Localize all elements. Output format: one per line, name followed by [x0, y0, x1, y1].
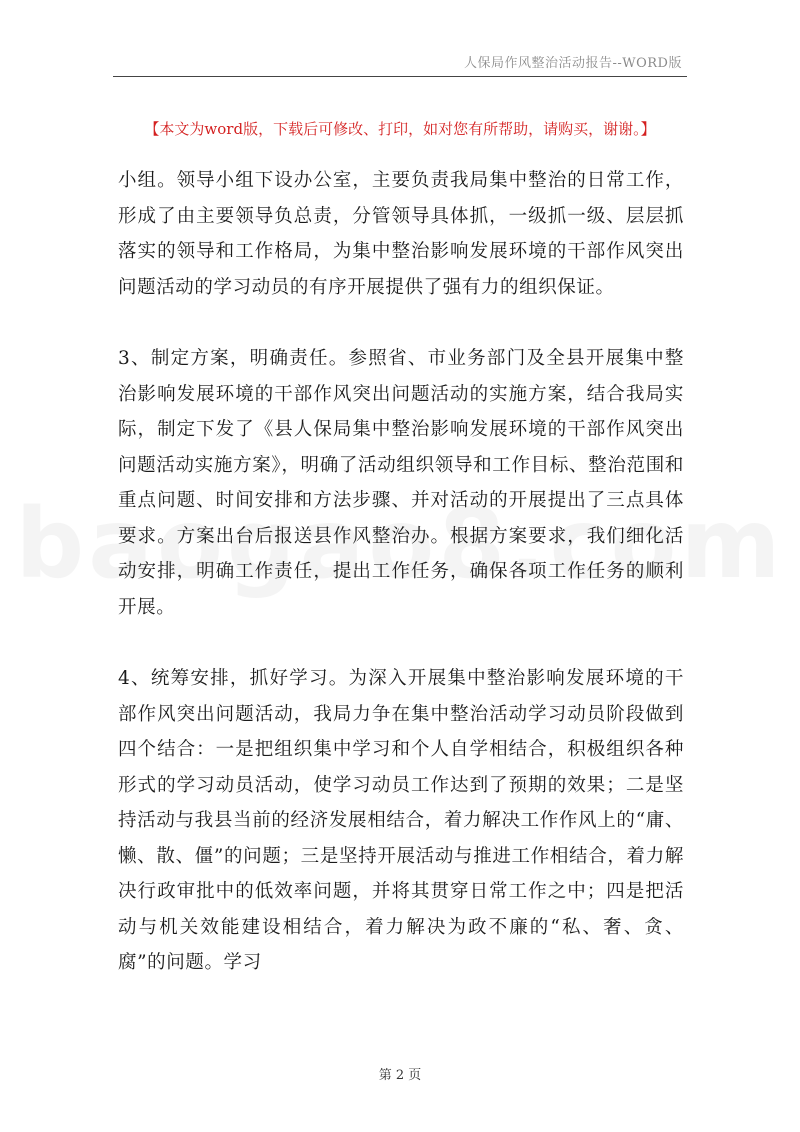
document-body [118, 163, 684, 981]
purchase-notice: 【本文为word版，下载后可修改、打印，如对您有所帮助，请购买，谢谢。】 [144, 120, 656, 138]
page-number: 第 2 页 [378, 1068, 422, 1083]
page-header-title: 人保局作风整治活动报告--WORD版 [463, 56, 682, 71]
paragraph-plan: 3、制定方案，明确责任。参照省、市业务部门及全县开展集中整治影响发展环境的干部作风突出问题活动的实施方案，结合我局实际，制定下发了《县人保局集中整治影响发展环境的干部作风突出问题活动实施方案》，明确了活动组织领导和工作目标、整治范围和重点问题、时间安排和方法步骤、并对活动的开展提出了三点具体要求。方案出台后报送县作风整治办。根据方案要求，我们细化活动安排，明确工作责任，提出工作任务，确保各项工作任务的顺利开展。 [118, 348, 684, 618]
header-rule [113, 76, 687, 77]
paragraph-organization: 小组。领导小组下设办公室，主要负责我局集中整治的日常工作，形成了由主要领导负总责，分管领导具体抓，一级抓一级、层层抓落实的领导和工作格局，为集中整治影响发展环境的干部作风突出问题活动的学习动员的有序开展提供了强有力的组织保证。 [118, 170, 684, 298]
paragraph-study: 4、统筹安排，抓好学习。为深入开展集中整治影响发展环境的干部作风突出问题活动，我局力争在集中整治活动学习动员阶段做到四个结合：一是把组织集中学习和个人自学相结合，积极组织各种形式的学习动员活动，使学习动员工作达到了预期的效果；二是坚持活动与我县当前的经济发展相结合，着力解决工作作风上的“庸、懒、散、僵”的问题；三是坚持开展活动与推进工作相结合，着力解决行政审批中的低效率问题，并将其贯穿日常工作之中；四是把活动与机关效能建设相结合，着力解决为政不廉的“私、奢、贪、腐”的问题。学习 [118, 668, 684, 973]
